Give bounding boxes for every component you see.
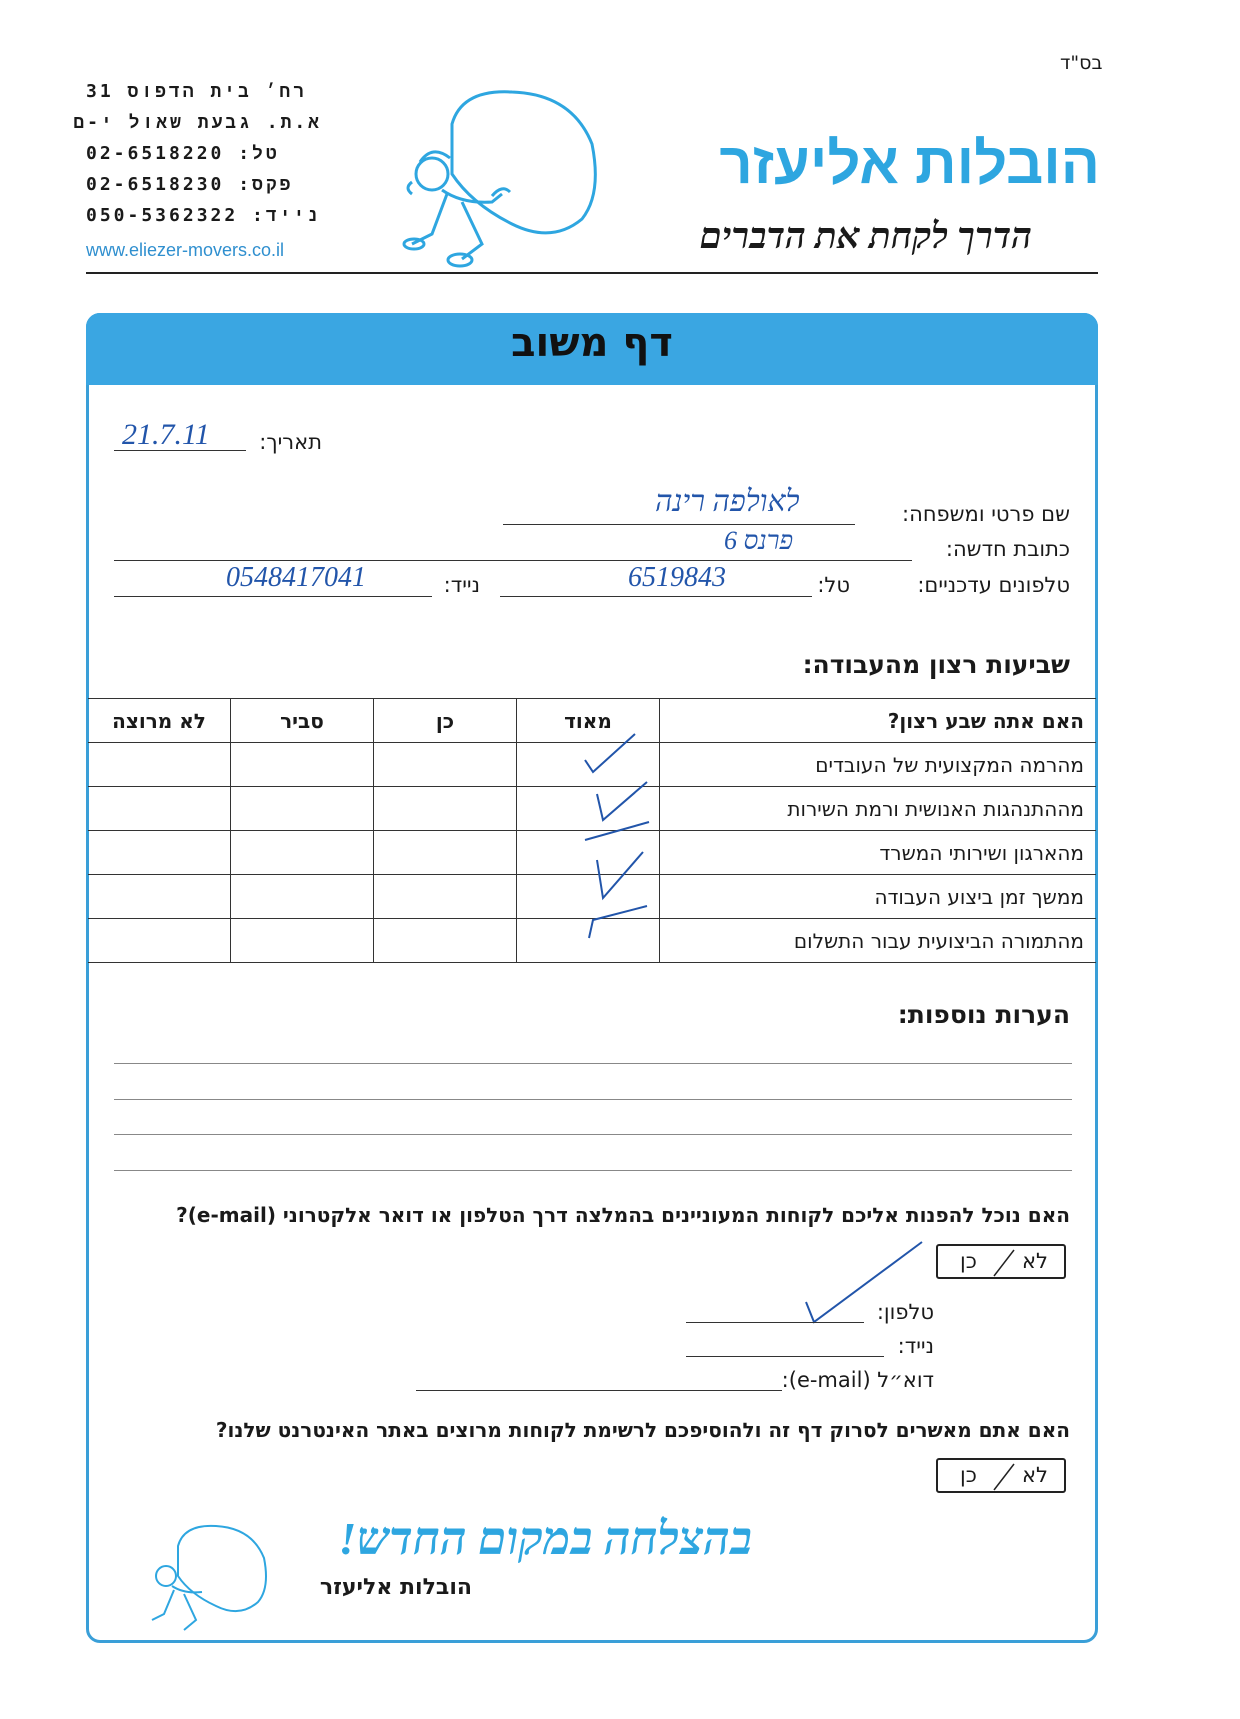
- column-header: האם אתה שבע רצון?: [660, 699, 1097, 743]
- column-header: מאוד: [517, 699, 660, 743]
- divider-slash-icon: [988, 1248, 1018, 1278]
- check-mark: [589, 906, 647, 938]
- cell-yes[interactable]: [374, 831, 517, 875]
- referral-phone-line[interactable]: [686, 1322, 864, 1323]
- mobile-field-line[interactable]: [114, 596, 432, 597]
- address-line: טל: 02-6518220: [86, 143, 280, 164]
- company-name: הובלות אליעזר: [719, 131, 1100, 196]
- publish-yes-no-box[interactable]: [936, 1458, 1066, 1493]
- cell-yes[interactable]: [374, 875, 517, 919]
- comment-line[interactable]: [114, 1099, 1072, 1100]
- bsd-mark: בס"ד: [1060, 52, 1103, 74]
- name-label: שם פרטי ומשפחה:: [902, 502, 1070, 526]
- referral-email-label: דוא״ל (e-mail):: [781, 1368, 934, 1392]
- address-line: רח׳ בית הדפוס 31: [86, 81, 308, 102]
- row-question: מהרמה המקצועית של העובדים: [660, 743, 1097, 787]
- row-question: מהארגון ושירותי המשרד: [660, 831, 1097, 875]
- column-header: סביר: [231, 699, 374, 743]
- row-question: מההתנהגות האנושית ורמת השירות: [660, 787, 1097, 831]
- mobile-label: נייד:: [443, 573, 480, 597]
- referral-mobile-label: נייד:: [897, 1334, 934, 1358]
- new-address-field-line[interactable]: [114, 560, 912, 561]
- cell-yes[interactable]: [374, 787, 517, 831]
- cell-reasonable[interactable]: [231, 875, 374, 919]
- comments-heading: הערות נוספות:: [897, 1000, 1070, 1029]
- referral-yes-no-box[interactable]: [936, 1244, 1066, 1279]
- cell-reasonable[interactable]: [231, 787, 374, 831]
- website-link[interactable]: www.eliezer-movers.co.il: [86, 240, 285, 260]
- name-value: לאולפה רינה: [655, 485, 800, 518]
- header-divider: [86, 272, 1098, 274]
- cell-not-satisfied[interactable]: [88, 919, 231, 963]
- tel-value: 6519843: [628, 562, 726, 593]
- check-mark: [597, 852, 643, 898]
- publish-question: האם אתם מאשרים לסרוק דף זה ולהוסיפכם לרשימת לקוחות מרוצים באתר האינטרנט שלנו?: [215, 1418, 1070, 1442]
- company-address: [73, 76, 322, 266]
- address-line: נייד: 050-5362322: [86, 205, 322, 226]
- company-slogan: הדרך לקחת את הדברים: [699, 216, 1032, 256]
- cell-not-satisfied[interactable]: [88, 743, 231, 787]
- row-question: ממשך זמן ביצוע העבודה: [660, 875, 1097, 919]
- comment-line[interactable]: [114, 1063, 1072, 1064]
- cell-reasonable[interactable]: [231, 743, 374, 787]
- divider-slash-icon: [988, 1462, 1018, 1492]
- tel-label: טל:: [817, 573, 850, 597]
- referral-no-option[interactable]: לא: [1022, 1249, 1048, 1273]
- date-label: תאריך:: [259, 430, 322, 454]
- publish-no-option[interactable]: לא: [1022, 1463, 1048, 1487]
- column-header: לא מרוצה: [88, 699, 231, 743]
- column-header: כן: [374, 699, 517, 743]
- referral-yes-option[interactable]: כן: [960, 1249, 977, 1273]
- referral-mobile-line[interactable]: [686, 1356, 884, 1357]
- check-mark: [585, 822, 649, 840]
- new-address-value: פרנס 6: [724, 526, 794, 555]
- comment-line[interactable]: [114, 1170, 1072, 1171]
- cell-not-satisfied[interactable]: [88, 787, 231, 831]
- footer-slogan: בהצלחה במקום החדש!: [338, 1513, 752, 1564]
- publish-yes-option[interactable]: כן: [960, 1463, 977, 1487]
- cell-yes[interactable]: [374, 743, 517, 787]
- row-question: מהתמורה הביצועית עבור התשלום: [660, 919, 1097, 963]
- address-line: פקס: 02-6518230: [86, 174, 294, 195]
- satisfaction-heading: שביעות רצון מהעבודה:: [802, 650, 1070, 679]
- check-mark: [585, 734, 635, 772]
- cell-reasonable[interactable]: [231, 831, 374, 875]
- mover-mascot-logo: [392, 84, 612, 284]
- check-mark: [597, 782, 647, 820]
- phones-label: טלפונים עדכניים:: [917, 573, 1070, 597]
- referral-phone-label: טלפון:: [876, 1300, 934, 1324]
- name-field-line[interactable]: [503, 524, 855, 525]
- cell-reasonable[interactable]: [231, 919, 374, 963]
- cell-not-satisfied[interactable]: [88, 875, 231, 919]
- footer-mascot-logo: [140, 1520, 280, 1640]
- address-line: א.ת. גבעת שאול י-ם: [73, 112, 322, 133]
- cell-yes[interactable]: [374, 919, 517, 963]
- tel-field-line[interactable]: [500, 596, 812, 597]
- new-address-label: כתובת חדשה:: [945, 537, 1070, 561]
- date-value: 21.7.11: [122, 418, 210, 451]
- referral-email-line[interactable]: [416, 1390, 782, 1391]
- form-title: דף משוב: [511, 320, 673, 366]
- cell-not-satisfied[interactable]: [88, 831, 231, 875]
- referral-question: האם נוכל להפנות אליכם לקוחות המעוניינים בהמלצה דרך הטלפון או דואר אלקטרוני (e-mail)?: [176, 1203, 1070, 1227]
- comment-line[interactable]: [114, 1134, 1072, 1135]
- footer-brand: הובלות אליעזר: [319, 1575, 472, 1600]
- handwritten-checkmarks: [575, 730, 655, 960]
- mobile-value: 0548417041: [226, 562, 366, 593]
